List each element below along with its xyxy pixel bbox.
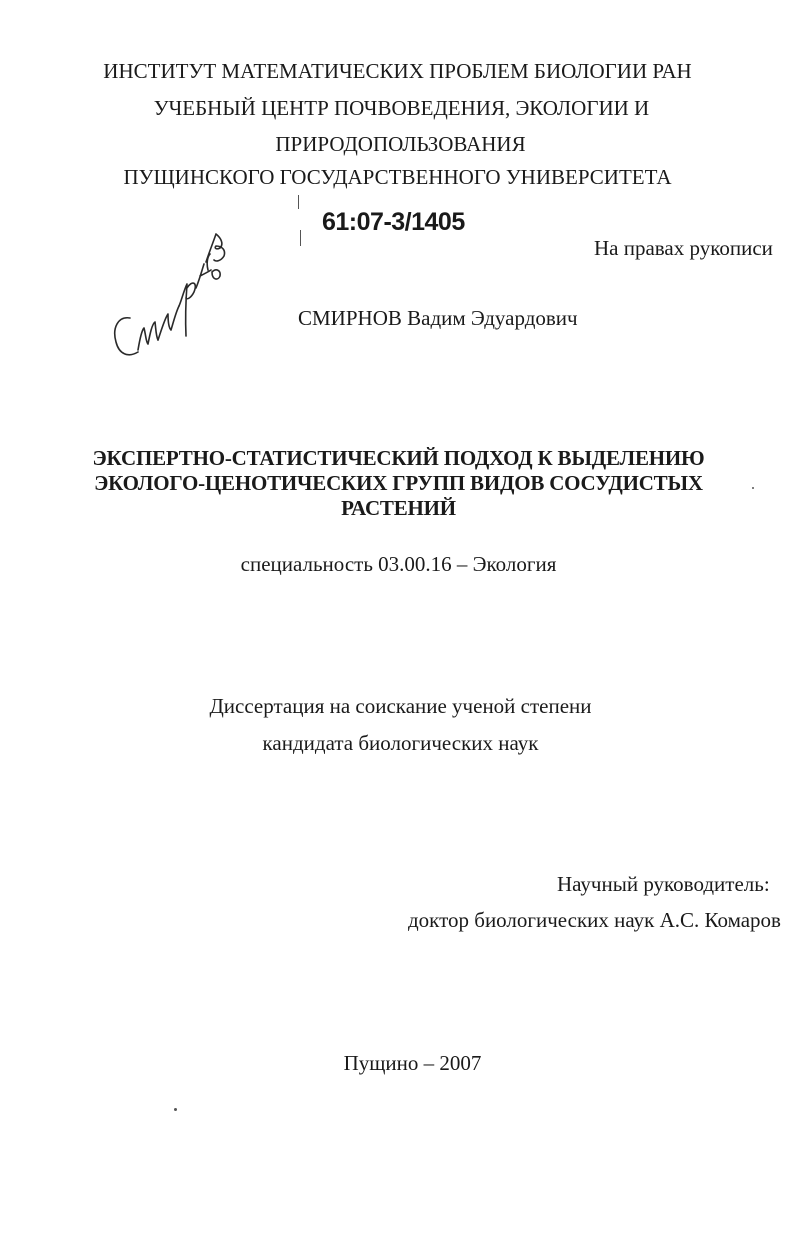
supervisor-name: доктор биологических наук А.С. Комаров [408,908,781,932]
center-name-line1: УЧЕБНЫЙ ЦЕНТР ПОЧВОВЕДЕНИЯ, ЭКОЛОГИИ И [153,96,650,120]
title-line-1: ЭКСПЕРТНО-СТАТИСТИЧЕСКИЙ ПОДХОД К ВЫДЕЛЕНИЮ [92,446,705,470]
speck-mark [752,487,754,489]
speck-mark [174,1108,177,1111]
handwritten-signature [108,232,238,372]
stamp-tick-mark [300,230,301,246]
stamp-tick-mark [298,195,299,209]
library-stamp-code: 61:07-3/1405 [322,208,465,236]
manuscript-rights-note: На правах рукописи [594,236,773,260]
title-line-2: ЭКОЛОГО-ЦЕНОТИЧЕСКИХ ГРУПП ВИДОВ СОСУДИСТЫХ [94,471,703,495]
specialty-line: специальность 03.00.16 – Экология [240,552,557,576]
degree-line-1: Диссертация на соискание ученой степени [209,694,592,718]
center-name-line2: ПРИРОДОПОЛЬЗОВАНИЯ [275,132,526,156]
university-name: ПУЩИНСКОГО ГОСУДАРСТВЕННОГО УНИВЕРСИТЕТА [123,165,672,189]
author-name: СМИРНОВ Вадим Эдуардович [298,306,578,330]
dissertation-title [0,446,795,521]
supervisor-label: Научный руководитель: [557,872,770,896]
place-and-year: Пущино – 2007 [343,1051,482,1075]
signature-text: Смирнов [108,232,112,233]
institute-name: ИНСТИТУТ МАТЕМАТИЧЕСКИХ ПРОБЛЕМ БИОЛОГИИ РАН [103,59,692,83]
title-line-3: РАСТЕНИЙ [341,496,456,520]
degree-line-2: кандидата биологических наук [262,731,539,755]
